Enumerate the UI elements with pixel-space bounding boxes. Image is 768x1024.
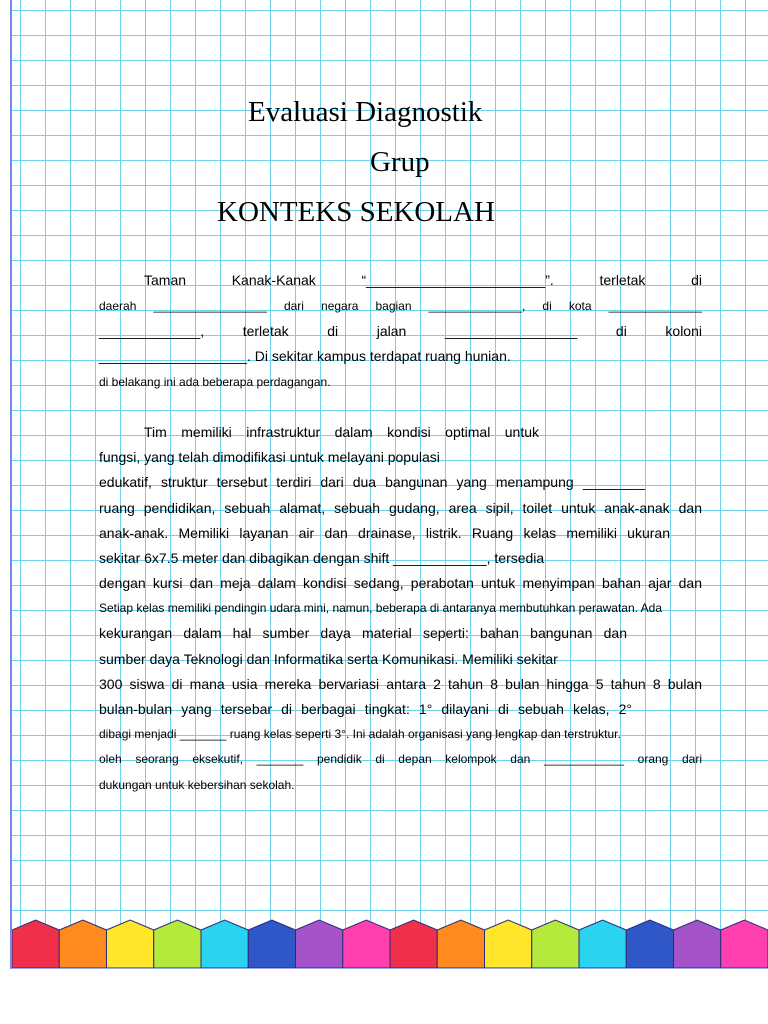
text-line: ruang pendidikan, sebuah alamat, sebuah gudang, area sipil, toilet untuk anak-anak dan [99, 500, 702, 516]
text-line: bulan-bulan yang tersebar di berbagai tingkat: 1° dilayani di sebuah kelas, 2° [99, 701, 632, 717]
text-line: sekitar 6x7.5 meter dan dibagikan dengan shift ____________, tersedia [99, 550, 545, 566]
text-line: Setiap kelas memiliki pendingin udara mini, namun, beberapa di antaranya membutuhkan perawatan. Ada [99, 601, 663, 615]
notebook-page [10, 0, 768, 969]
text-line: Taman Kanak-Kanak “_______________________”. terletak di [144, 272, 702, 288]
strip-segment [296, 920, 343, 968]
text-line: dukungan untuk kebersihan sekolah. [99, 778, 295, 792]
title-konteks-sekolah: KONTEKS SEKOLAH [217, 196, 495, 228]
strip-segment [343, 920, 390, 968]
text-line: _____________, terletak di jalan _________________ di koloni [99, 323, 702, 339]
text-line: di belakang ini ada beberapa perdagangan. [99, 375, 331, 389]
strip-segment [437, 920, 484, 968]
text-line: fungsi, yang telah dimodifikasi untuk melayani populasi [99, 449, 440, 465]
text-line: dibagi menjadi _______ ruang kelas seperti 3°. Ini adalah organisasi yang lengkap dan terstruktur. [99, 727, 621, 741]
strip-segment [674, 920, 721, 968]
strip-segment [626, 920, 673, 968]
strip-segment [485, 920, 532, 968]
strip-segment [12, 920, 59, 968]
text-line: edukatif, struktur tersebut terdiri dari dua bangunan yang menampung ________ [99, 474, 645, 490]
strip-segment [201, 920, 248, 968]
text-line: oleh seorang eksekutif, _______ pendidik di depan kelompok dan ____________ orang dari [99, 752, 702, 766]
text-line: sumber daya Teknologi dan Informatika serta Komunikasi. Memiliki sekitar [99, 651, 558, 667]
strip-segment [390, 920, 437, 968]
strip-segment [248, 920, 295, 968]
text-line: anak-anak. Memiliki layanan air dan drainase, listrik. Ruang kelas memiliki ukuran [99, 525, 670, 541]
title-evaluasi-diagnostik: Evaluasi Diagnostik [248, 96, 483, 128]
strip-segment [107, 920, 154, 968]
text-line: Tim memiliki infrastruktur dalam kondisi optimal untuk [144, 424, 539, 440]
strip-segment [532, 920, 579, 968]
strip-segment [579, 920, 626, 968]
rainbow-border-strip [12, 918, 768, 968]
strip-segment [59, 920, 106, 968]
text-line: 300 siswa di mana usia mereka bervariasi antara 2 tahun 8 bulan hingga 5 tahun 8 bulan [99, 676, 702, 692]
title-grup: Grup [370, 146, 430, 178]
text-line: daerah _________________ dari negara bagian ______________, di kota ______________ [99, 299, 702, 313]
text-line: dengan kursi dan meja dalam kondisi sedang, perabotan untuk menyimpan bahan ajar dan [99, 575, 702, 591]
strip-segment [154, 920, 201, 968]
text-line: kekurangan dalam hal sumber daya material seperti: bahan bangunan dan [99, 625, 627, 641]
strip-segment [721, 920, 768, 968]
text-line: ___________________. Di sekitar kampus terdapat ruang hunian. [99, 348, 511, 364]
